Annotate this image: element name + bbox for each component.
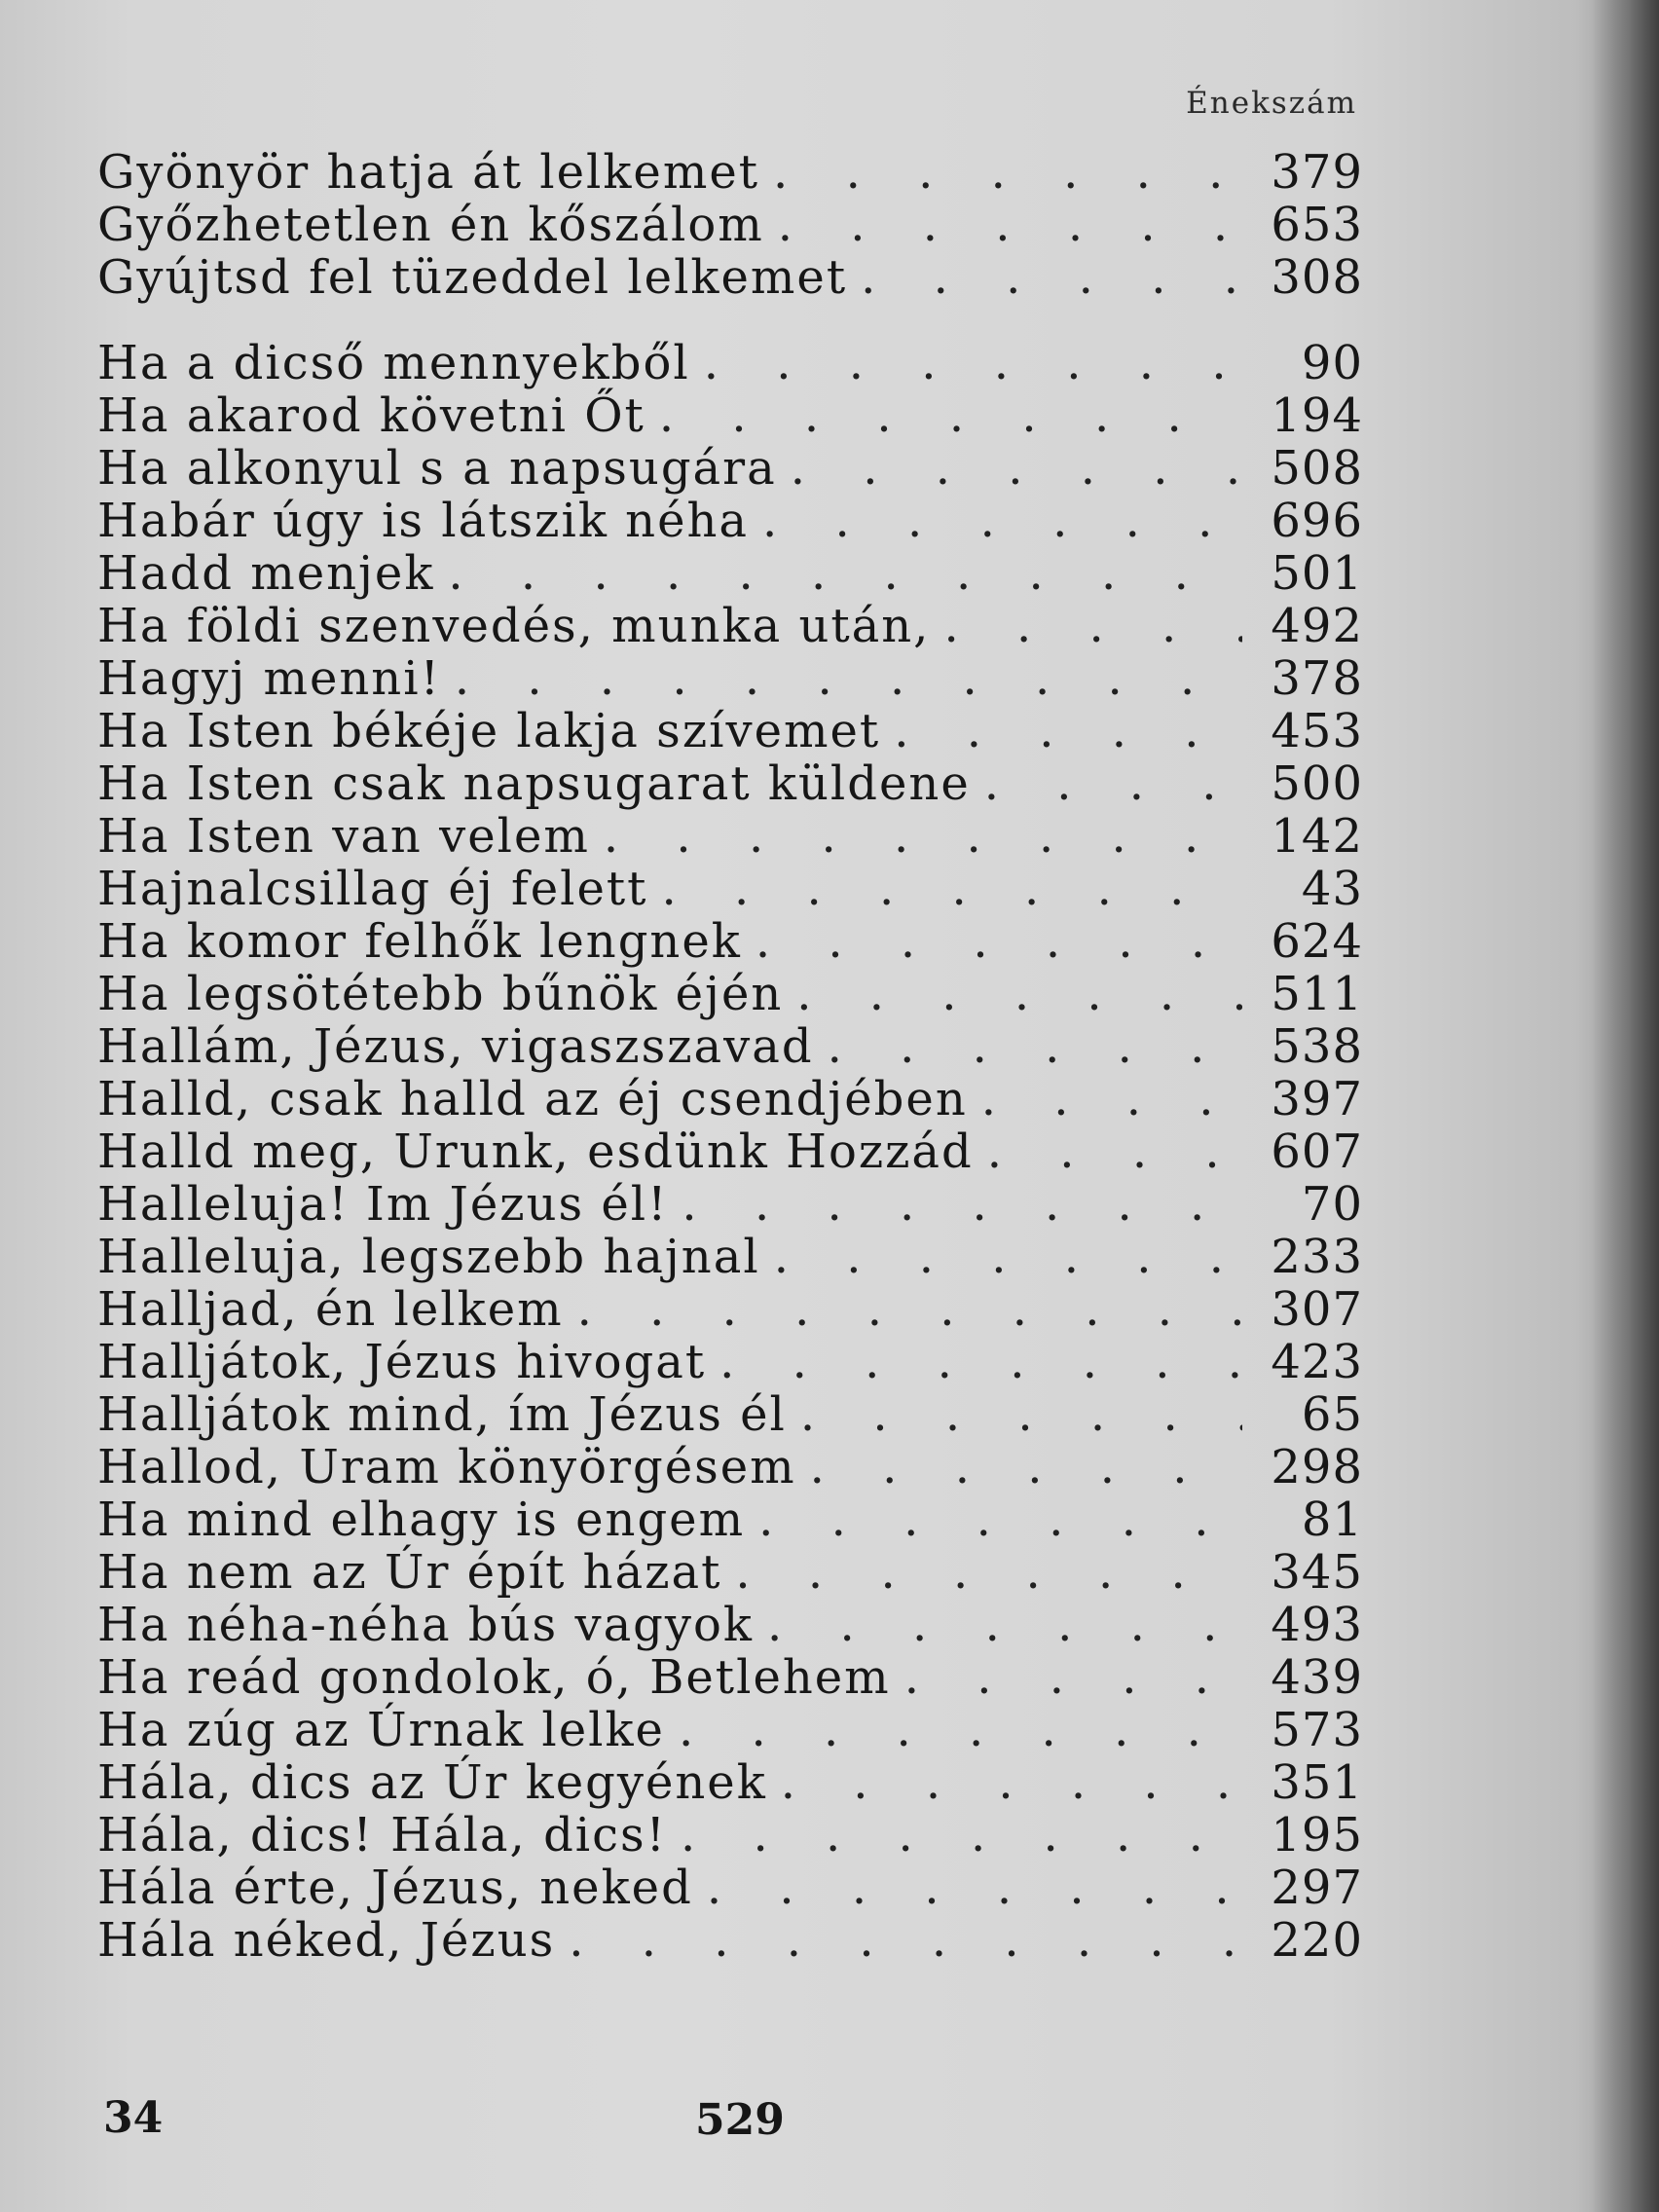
entry-title: Ha néha-néha bús vagyok	[97, 1598, 755, 1652]
entry-number: 43	[1301, 862, 1363, 916]
entry-number: 378	[1271, 651, 1363, 706]
entry-title: Hála, dics! Hála, dics!	[97, 1808, 667, 1862]
dot-leader	[774, 1231, 1242, 1283]
dot-leader	[800, 1388, 1242, 1441]
dot-leader	[682, 1178, 1242, 1231]
entry-title: Ha komor felhők lengnek	[97, 914, 742, 969]
entry-title: Hallod, Uram könyörgésem	[97, 1440, 796, 1494]
dot-leader	[796, 968, 1242, 1020]
entry-title: Ha reád gondolok, ó, Betlehem	[97, 1650, 891, 1705]
index-entry	[97, 1493, 1363, 1546]
index-entry	[97, 1020, 1363, 1073]
dot-leader	[943, 600, 1242, 652]
entry-number: 220	[1271, 1913, 1363, 1968]
entry-number: 538	[1271, 1019, 1363, 1074]
entry-number: 90	[1301, 336, 1363, 390]
dot-leader	[704, 337, 1242, 389]
index-entry	[97, 389, 1363, 442]
dot-leader	[778, 199, 1242, 251]
entry-title: Hála érte, Jézus, neked	[97, 1861, 693, 1915]
index-entry	[97, 1231, 1363, 1283]
dot-leader	[659, 389, 1242, 442]
entry-number: 345	[1271, 1545, 1363, 1600]
dot-leader	[707, 1862, 1242, 1914]
entry-number: 492	[1271, 599, 1363, 653]
song-index	[97, 146, 1363, 1967]
dot-leader	[828, 1020, 1242, 1073]
entry-title: Ha zúg az Úrnak lelke	[97, 1703, 665, 1757]
index-entry	[97, 1283, 1363, 1336]
entry-number: 439	[1271, 1650, 1363, 1705]
entry-title: Halljátok mind, ím Jézus él	[97, 1387, 787, 1442]
dot-leader	[604, 810, 1242, 863]
column-header: Énekszám	[1186, 86, 1357, 121]
index-entry	[97, 915, 1363, 968]
entry-number: 307	[1271, 1282, 1363, 1337]
entry-title: Gyújtsd fel tüzeddel lelkemet	[97, 250, 848, 305]
dot-leader	[987, 1125, 1242, 1178]
entry-number: 511	[1271, 967, 1363, 1021]
entry-title: Gyönyör hatja át lelkemet	[97, 145, 760, 200]
index-entry	[97, 442, 1363, 495]
entry-number: 194	[1271, 388, 1363, 443]
entry-title: Hadd menjek	[97, 546, 435, 601]
entry-title: Ha Isten csak napsugarat küldene	[97, 756, 971, 811]
dot-leader	[981, 1073, 1242, 1125]
entry-number: 379	[1271, 145, 1363, 200]
entry-number: 195	[1271, 1808, 1363, 1862]
entry-number: 493	[1271, 1598, 1363, 1652]
entry-title: Győzhetetlen én kőszálom	[97, 198, 764, 252]
entry-number: 653	[1271, 198, 1363, 252]
entry-title: Ha legsötétebb bűnök éjén	[97, 967, 784, 1021]
entry-title: Halljad, én lelkem	[97, 1282, 564, 1337]
index-entry	[97, 1862, 1363, 1914]
entry-title: Halleluja, legszebb hajnal	[97, 1230, 760, 1284]
entry-title: Halld meg, Urunk, esdünk Hozzád	[97, 1124, 974, 1179]
entry-number: 298	[1271, 1440, 1363, 1494]
signature-mark: 34	[103, 2093, 164, 2143]
entry-number: 500	[1271, 756, 1363, 811]
entry-number: 423	[1271, 1335, 1363, 1389]
dot-leader	[719, 1336, 1242, 1388]
entry-title: Halleluja! Im Jézus él!	[97, 1177, 669, 1232]
entry-number: 142	[1271, 809, 1363, 864]
entry-title: Ha akarod követni Őt	[97, 388, 645, 443]
entry-title: Hagyj menni!	[97, 651, 441, 706]
dot-leader	[679, 1704, 1242, 1756]
index-entry	[97, 146, 1363, 199]
index-entry	[97, 1073, 1363, 1125]
dot-leader	[681, 1809, 1242, 1862]
entry-title: Ha Isten békéje lakja szívemet	[97, 704, 881, 758]
dot-leader	[894, 705, 1242, 757]
entry-title: Hála néked, Jézus	[97, 1913, 556, 1968]
entry-number: 297	[1271, 1861, 1363, 1915]
dot-leader	[762, 495, 1242, 547]
index-entry	[97, 1599, 1363, 1651]
entry-number: 696	[1271, 494, 1363, 548]
dot-leader	[861, 251, 1242, 304]
index-entry	[97, 1756, 1363, 1809]
index-entry	[97, 337, 1363, 389]
entry-title: Hallám, Jézus, vigaszszavad	[97, 1019, 814, 1074]
dot-leader	[756, 915, 1242, 968]
entry-number: 351	[1271, 1755, 1363, 1810]
index-entry	[97, 1914, 1363, 1967]
dot-leader	[569, 1914, 1242, 1967]
index-entry	[97, 1546, 1363, 1599]
dot-leader	[735, 1546, 1242, 1599]
entry-title: Hajnalcsillag éj felett	[97, 862, 648, 916]
dot-leader	[767, 1599, 1242, 1651]
entry-title: Ha Isten van velem	[97, 809, 590, 864]
index-entry	[97, 1178, 1363, 1231]
entry-number: 70	[1301, 1177, 1363, 1232]
index-entry	[97, 547, 1363, 600]
entry-title: Hála, dics az Úr kegyének	[97, 1755, 767, 1810]
index-entry	[97, 251, 1363, 304]
index-entry	[97, 1809, 1363, 1862]
entry-title: Ha a dicső mennyekből	[97, 336, 690, 390]
entry-title: Ha alkonyul s a napsugára	[97, 441, 777, 496]
dot-leader	[758, 1493, 1242, 1546]
index-entry	[97, 199, 1363, 251]
entry-title: Ha mind elhagy is engem	[97, 1493, 746, 1547]
spine-shadow	[1591, 0, 1659, 2212]
index-entry	[97, 810, 1363, 863]
dot-leader	[984, 757, 1242, 810]
index-entry	[97, 495, 1363, 547]
dot-leader	[781, 1756, 1242, 1809]
index-entry	[97, 705, 1363, 757]
dot-leader	[773, 146, 1242, 199]
index-entry	[97, 968, 1363, 1020]
entry-title: Halld, csak halld az éj csendjében	[97, 1072, 968, 1126]
dot-leader	[791, 442, 1242, 495]
entry-title: Habár úgy is látszik néha	[97, 494, 750, 548]
entry-number: 233	[1271, 1230, 1363, 1284]
index-entry	[97, 757, 1363, 810]
entry-number: 81	[1301, 1493, 1363, 1547]
entry-number: 501	[1271, 546, 1363, 601]
index-entry	[97, 863, 1363, 915]
index-entry	[97, 1704, 1363, 1756]
entry-number: 453	[1271, 704, 1363, 758]
entry-number: 397	[1271, 1072, 1363, 1126]
index-entry	[97, 652, 1363, 705]
index-entry	[97, 600, 1363, 652]
dot-leader	[661, 863, 1242, 915]
index-entry	[97, 1651, 1363, 1704]
entry-number: 508	[1271, 441, 1363, 496]
index-entry	[97, 1441, 1363, 1493]
entry-number: 573	[1271, 1703, 1363, 1757]
group-gap	[97, 304, 1363, 337]
dot-leader	[904, 1651, 1242, 1704]
entry-title: Halljátok, Jézus hivogat	[97, 1335, 707, 1389]
entry-number: 65	[1301, 1387, 1363, 1442]
dot-leader	[577, 1283, 1242, 1336]
dot-leader	[810, 1441, 1242, 1493]
dot-leader	[448, 547, 1242, 600]
entry-title: Ha földi szenvedés, munka után,	[97, 599, 931, 653]
index-entry	[97, 1388, 1363, 1441]
dot-leader	[455, 652, 1242, 705]
entry-number: 607	[1271, 1124, 1363, 1179]
entry-title: Ha nem az Úr épít házat	[97, 1545, 722, 1600]
index-entry	[97, 1125, 1363, 1178]
index-entry	[97, 1336, 1363, 1388]
entry-number: 308	[1271, 250, 1363, 305]
page-number: 529	[695, 2095, 785, 2145]
entry-number: 624	[1271, 914, 1363, 969]
